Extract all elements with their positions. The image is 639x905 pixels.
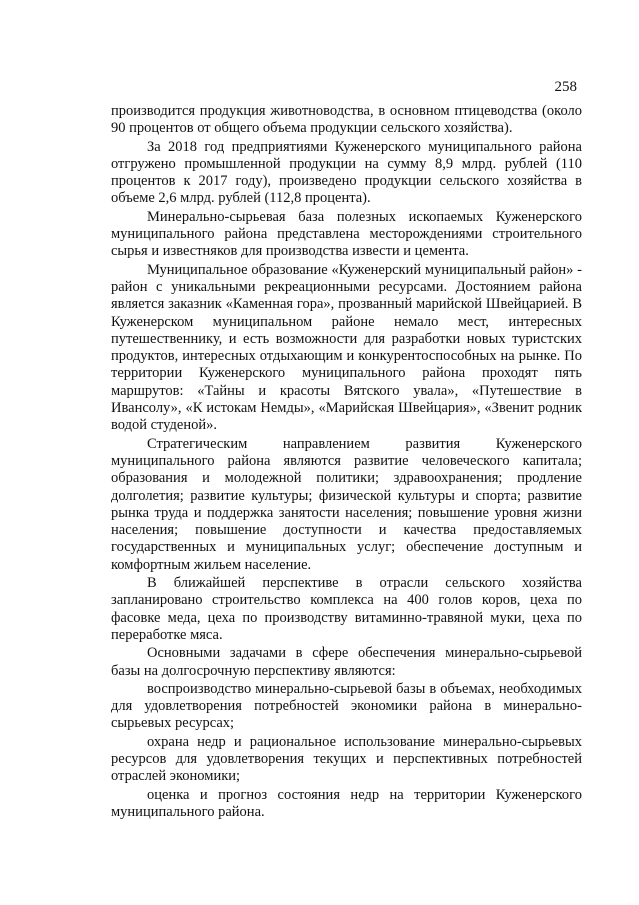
paragraph: Минерально-сырьевая база полезных ископаемых Куженерского муниципального района представлена месторождениями строительного сырья и известняков для производства извести и цемента. — [111, 208, 582, 260]
list-item: оценка и прогноз состояния недр на территории Куженерского муниципального района. — [111, 786, 582, 820]
list-item: охрана недр и рациональное использование минерально-сырьевых ресурсов для удовлетворения текущих и перспективных потребностей отраслей экономики; — [111, 733, 582, 785]
paragraph: Основными задачами в сфере обеспечения минерально-сырьевой базы на долгосрочную перспективу являются: — [111, 645, 582, 679]
list-item: воспроизводство минерально-сырьевой базы в объемах, необходимых для удовлетворения потребностей экономики района в минерально-сырьевых ресурсах; — [111, 680, 582, 732]
page-number: 258 — [554, 79, 577, 95]
paragraph: Муниципальное образование «Куженерский муниципальный район» - район с уникальными рекреационными ресурсами. Достоянием района является заказник «Каменная гора», прозванный марийской Швейцарией. В Куженерском муниципальном районе немало мест, интересных путешественнику, и есть возможности для разработки новых туристских продуктов, интересных отдыхающим и конкурентоспособных на рынке. По территории Куженерского муниципального района проходят пять маршрутов: «Тайны и красоты Вятского увала», «Путешествие в Ивансолу», «К истокам Немды», «Марийская Швейцария», «Звенит родник водой студеной». — [111, 261, 582, 434]
paragraph: В ближайшей перспективе в отрасли сельского хозяйства запланировано строительство комплекса на 400 голов коров, цеха по фасовке меда, цеха по производству витаминно-травяной муки, цеха по переработке мяса. — [111, 575, 582, 643]
paragraph: За 2018 год предприятиями Куженерского муниципального района отгружено промышленной продукции на сумму 8,9 млрд. рублей (110 процентов к 2017 году), произведено продукции сельского хозяйства в объеме 2,6 млрд. рублей (112,8 процента). — [111, 138, 582, 207]
paragraph: Стратегическим направлением развития Куженерского муниципального района являются развитие человеческого капитала; образования и молодежной политики; здравоохранения; продление долголетия; развитие культуры; физической культуры и спорта; развитие рынка труда и поддержка занятости населения; повышение уровня жизни населения; повышение доступности и качества предоставляемых государственных и муниципальных услуг; обеспечение доступным и комфортным жильем население. — [111, 435, 582, 573]
body-text — [111, 103, 582, 821]
paragraph-continuation: производится продукция животноводства, в основном птицеводства (около 90 процентов от общего объема продукции сельского хозяйства). — [111, 103, 582, 137]
